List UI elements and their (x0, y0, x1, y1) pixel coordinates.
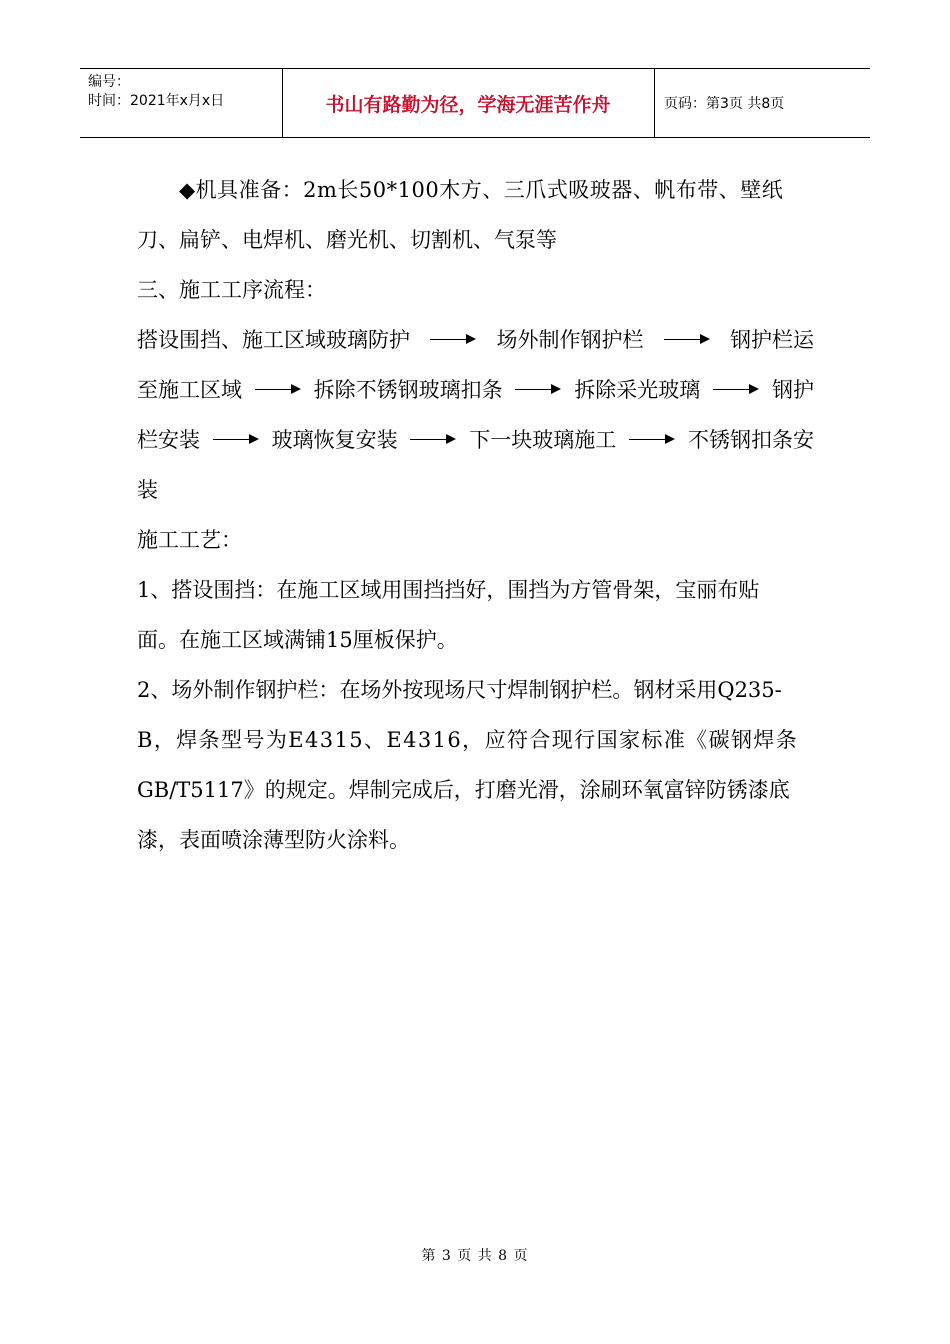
para2-line-4: 漆，表面喷涂薄型防火涂料。 (137, 828, 410, 852)
flow-step: 钢护 (771, 378, 814, 402)
flow-step: 拆除不锈钢玻璃扣条 (313, 378, 503, 402)
flow-step: 钢护栏运 (730, 328, 814, 352)
flow-step: 不锈钢扣条安 (687, 428, 814, 452)
flow-line-2 (137, 365, 814, 415)
para2-line-1: 2、场外制作钢护栏：在场外按现场尺寸焊制钢护栏。钢材采用Q235- (137, 678, 782, 702)
flow-line-1 (137, 315, 814, 365)
flow-line-4: 装 (137, 478, 158, 502)
header-meta (88, 73, 283, 111)
arrow-icon (430, 330, 476, 350)
tools-line-2: 刀、扁铲、电焊机、磨光机、切割机、气泵等 (137, 228, 557, 252)
section-heading: 三、施工工序流程： (137, 278, 326, 302)
document-body (137, 165, 814, 865)
header-divider (654, 69, 655, 137)
craft-heading: 施工工艺： (137, 528, 242, 552)
header-motto: 书山有路勤为径，学海无涯苦作舟 (325, 93, 611, 116)
tools-line-1: ◆机具准备：2m长50*100木方、三爪式吸玻器、帆布带、壁纸 (179, 178, 784, 202)
flow-step: 至施工区域 (137, 378, 242, 402)
time-label: 时间：2021年x月x日 (88, 93, 225, 109)
flow-step: 拆除采光玻璃 (574, 378, 701, 402)
flow-step: 场外制作钢护栏 (496, 328, 644, 352)
arrow-icon (515, 380, 561, 400)
para2-line-3: GB/T5117》的规定。焊制完成后，打磨光滑，涂刷环氧富锌防锈漆底 (137, 778, 790, 802)
arrow-icon (664, 330, 710, 350)
flow-step: 搭设围挡、施工区域玻璃防护 (137, 328, 410, 352)
flow-step: 下一块玻璃施工 (469, 428, 617, 452)
header-table (80, 68, 870, 138)
page-footer: 第 3 页 共 8 页 (421, 1248, 529, 1264)
header-page-label: 页码：第3页 共8页 (664, 96, 785, 112)
para1-line-1: 1、搭设围挡：在施工区域用围挡挡好，围挡为方管骨架，宝丽布贴 (137, 578, 760, 602)
para1-line-2: 面。在施工区域满铺15厘板保护。 (137, 628, 458, 652)
flow-step: 玻璃恢复安装 (271, 428, 398, 452)
arrow-icon (629, 430, 675, 450)
number-label: 编号： (88, 74, 130, 90)
para2-line-2: B，焊条型号为E4315、E4316，应符合现行国家标准《碳钢焊条 (137, 728, 799, 752)
arrow-icon (713, 380, 759, 400)
arrow-icon (213, 430, 259, 450)
arrow-icon (255, 380, 301, 400)
arrow-icon (410, 430, 456, 450)
flow-line-3 (137, 415, 814, 465)
flow-step: 栏安装 (137, 428, 200, 452)
